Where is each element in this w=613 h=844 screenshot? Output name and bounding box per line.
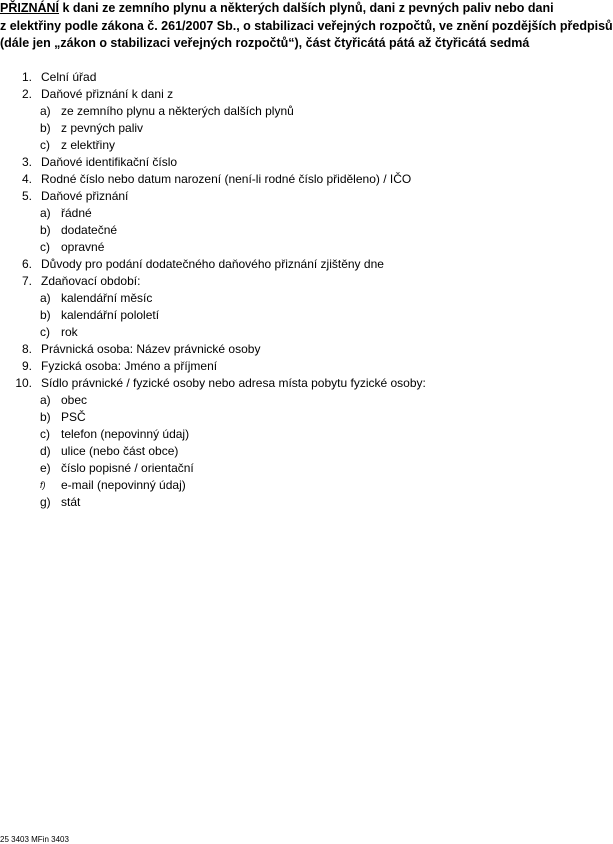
item-label: ze zemního plynu a některých dalších plynů <box>61 104 294 118</box>
item-letter: b) <box>40 410 51 424</box>
item-label: telefon (nepovinný údaj) <box>61 427 190 441</box>
item-letter: g) <box>40 495 51 509</box>
list-item <box>0 171 550 188</box>
list-item <box>0 188 550 205</box>
item-number: 1. <box>21 70 32 84</box>
item-label: řádné <box>61 206 92 220</box>
item-letter: a) <box>40 206 51 220</box>
item-label: Daňové přiznání k dani z <box>41 87 174 101</box>
sub-list-item <box>0 205 550 222</box>
item-letter: a) <box>40 393 51 407</box>
list-item <box>0 341 550 358</box>
item-label: číslo popisné / orientační <box>61 461 194 475</box>
item-label: z elektřiny <box>61 138 116 152</box>
item-label: PSČ <box>61 410 86 424</box>
sub-list-item <box>0 477 550 494</box>
sub-list-item <box>0 103 550 120</box>
item-letter: d) <box>40 444 51 458</box>
item-number: 10. <box>15 376 32 390</box>
item-label: Právnická osoba: Název právnické osoby <box>41 342 261 356</box>
item-label: Rodné číslo nebo datum narození (není-li rodné číslo přiděleno) / IČO <box>41 172 412 186</box>
sub-list-item <box>0 460 550 477</box>
item-number: 3. <box>21 155 32 169</box>
sub-list-item <box>0 409 550 426</box>
sub-list-item <box>0 392 550 409</box>
header-line-3: (dále jen „zákon o stabilizaci veřejných rozpočtů“), část čtyřicátá pátá až čtyřicátá sedmá <box>0 36 530 51</box>
item-label: Daňové identifikační číslo <box>41 155 178 169</box>
field-list <box>0 69 550 511</box>
list-item <box>0 358 550 375</box>
item-number: 4. <box>21 172 32 186</box>
header-title-rest: k dani ze zemního plynu a některých dalších plynů, dani z pevných paliv nebo dani <box>59 1 554 15</box>
item-letter: c) <box>40 325 50 339</box>
item-label: ulice (nebo část obce) <box>61 444 179 458</box>
item-letter: f) <box>40 480 46 490</box>
sub-list-item <box>0 426 550 443</box>
form-code-footer: 25 3403 MFin 3403 <box>0 835 69 844</box>
item-letter: a) <box>40 291 51 305</box>
item-letter: e) <box>40 461 51 475</box>
item-label: Fyzická osoba: Jméno a příjmení <box>41 359 218 373</box>
sub-list-item <box>0 137 550 154</box>
sub-list-item <box>0 290 550 307</box>
sub-list-item <box>0 494 550 511</box>
sub-list-item <box>0 239 550 256</box>
item-letter: b) <box>40 223 51 237</box>
item-letter: a) <box>40 104 51 118</box>
sub-list-item <box>0 120 550 137</box>
header-line-1 <box>0 0 554 18</box>
item-label: Důvody pro podání dodatečného daňového přiznání zjištěny dne <box>41 257 384 271</box>
item-label: Celní úřad <box>41 70 97 84</box>
item-number: 8. <box>21 342 32 356</box>
item-label: dodatečné <box>61 223 118 237</box>
item-label: obec <box>61 393 88 407</box>
item-letter: b) <box>40 308 51 322</box>
item-number: 7. <box>21 274 32 288</box>
item-label: kalendářní pololetí <box>61 308 160 322</box>
item-number: 2. <box>21 87 32 101</box>
header-title-emphasis: PŘIZNÁNÍ <box>0 1 60 15</box>
item-label: Sídlo právnické / fyzické osoby nebo adresa místa pobytu fyzické osoby: <box>41 376 426 390</box>
list-item <box>0 375 550 392</box>
item-label: e-mail (nepovinný údaj) <box>61 478 186 492</box>
item-label: z pevných paliv <box>61 121 144 135</box>
list-item <box>0 273 550 290</box>
item-number: 6. <box>21 257 32 271</box>
item-number: 5. <box>21 189 32 203</box>
header-line-2: z elektřiny podle zákona č. 261/2007 Sb., o stabilizaci veřejných rozpočtů, ve znění pozdějších předpisů <box>0 18 613 33</box>
sub-list-item <box>0 307 550 324</box>
item-letter: c) <box>40 240 50 254</box>
list-item <box>0 86 550 103</box>
item-label: opravné <box>61 240 105 254</box>
item-label: Daňové přiznání <box>41 189 129 203</box>
item-letter: c) <box>40 427 50 441</box>
document-header <box>0 0 613 53</box>
list-item <box>0 69 550 86</box>
item-label: Zdaňovací období: <box>41 274 141 288</box>
item-letter: c) <box>40 138 50 152</box>
item-label: stát <box>61 495 81 509</box>
sub-list-item <box>0 222 550 239</box>
sub-list-item <box>0 324 550 341</box>
item-label: kalendářní měsíc <box>61 291 153 305</box>
item-number: 9. <box>21 359 32 373</box>
item-label: rok <box>61 325 78 339</box>
sub-list-item <box>0 443 550 460</box>
item-letter: b) <box>40 121 51 135</box>
list-item <box>0 154 550 171</box>
list-item <box>0 256 550 273</box>
